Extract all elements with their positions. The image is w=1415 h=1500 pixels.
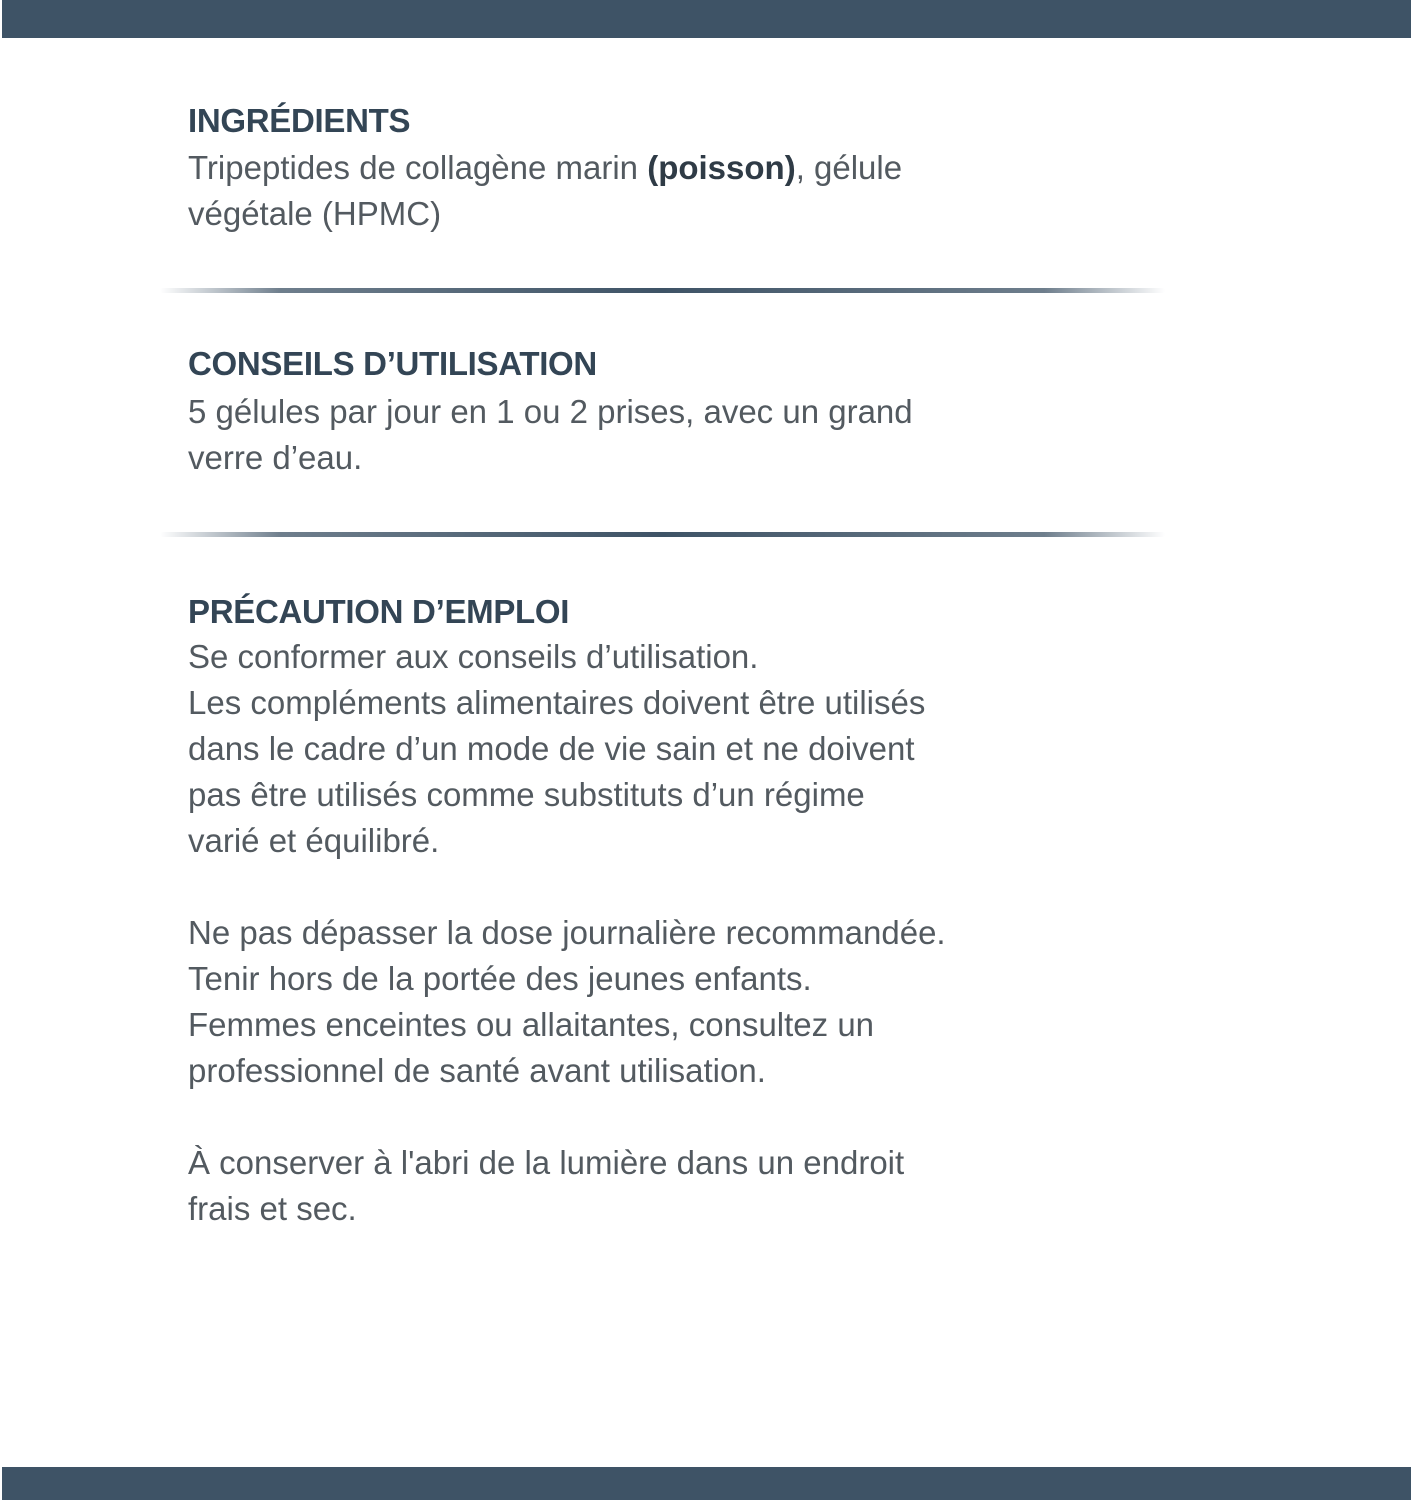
ingredients-text-part: , gélule bbox=[795, 149, 903, 186]
usage-heading: CONSEILS D’UTILISATION bbox=[188, 345, 597, 382]
precaution-line: Tenir hors de la portée des jeunes enfants. bbox=[188, 960, 812, 997]
precaution-line: varié et équilibré. bbox=[188, 822, 440, 859]
paragraph-gap bbox=[188, 864, 1088, 910]
precaution-line: Les compléments alimentaires doivent être utilisés bbox=[188, 684, 926, 721]
usage-line: 5 gélules par jour en 1 ou 2 prises, avec un grand bbox=[188, 393, 913, 430]
storage-line: frais et sec. bbox=[188, 1190, 357, 1227]
usage-section bbox=[188, 344, 1088, 481]
storage-line: À conserver à l'abri de la lumière dans un endroit bbox=[188, 1144, 905, 1181]
precaution-line: dans le cadre d’un mode de vie sain et ne doivent bbox=[188, 730, 915, 767]
precaution-text-2 bbox=[188, 910, 1088, 1094]
usage-line: verre d’eau. bbox=[188, 439, 363, 476]
precaution-line: Ne pas dépasser la dose journalière recommandée. bbox=[188, 914, 946, 951]
ingredients-section bbox=[188, 101, 1088, 237]
section-divider bbox=[160, 532, 1165, 537]
precaution-line: professionnel de santé avant utilisation. bbox=[188, 1052, 766, 1089]
ingredients-text-part: Tripeptides de collagène marin bbox=[188, 149, 648, 186]
precaution-heading: PRÉCAUTION D’EMPLOI bbox=[188, 593, 570, 630]
section-divider bbox=[160, 288, 1165, 293]
usage-text bbox=[188, 389, 1088, 481]
ingredients-heading: INGRÉDIENTS bbox=[188, 102, 411, 139]
ingredients-text-part: végétale (HPMC) bbox=[188, 195, 442, 232]
precaution-line: pas être utilisés comme substituts d’un régime bbox=[188, 776, 865, 813]
bottom-banner bbox=[2, 1467, 1411, 1500]
precaution-line: Femmes enceintes ou allaitantes, consultez un bbox=[188, 1006, 875, 1043]
precaution-section bbox=[188, 592, 1088, 1232]
allergen-bold: (poisson) bbox=[647, 149, 796, 186]
ingredients-text bbox=[188, 145, 1088, 237]
top-banner bbox=[2, 0, 1411, 38]
precaution-line: Se conformer aux conseils d’utilisation. bbox=[188, 638, 759, 675]
storage-text bbox=[188, 1140, 1088, 1232]
precaution-text-1 bbox=[188, 634, 1088, 864]
paragraph-gap bbox=[188, 1094, 1088, 1140]
